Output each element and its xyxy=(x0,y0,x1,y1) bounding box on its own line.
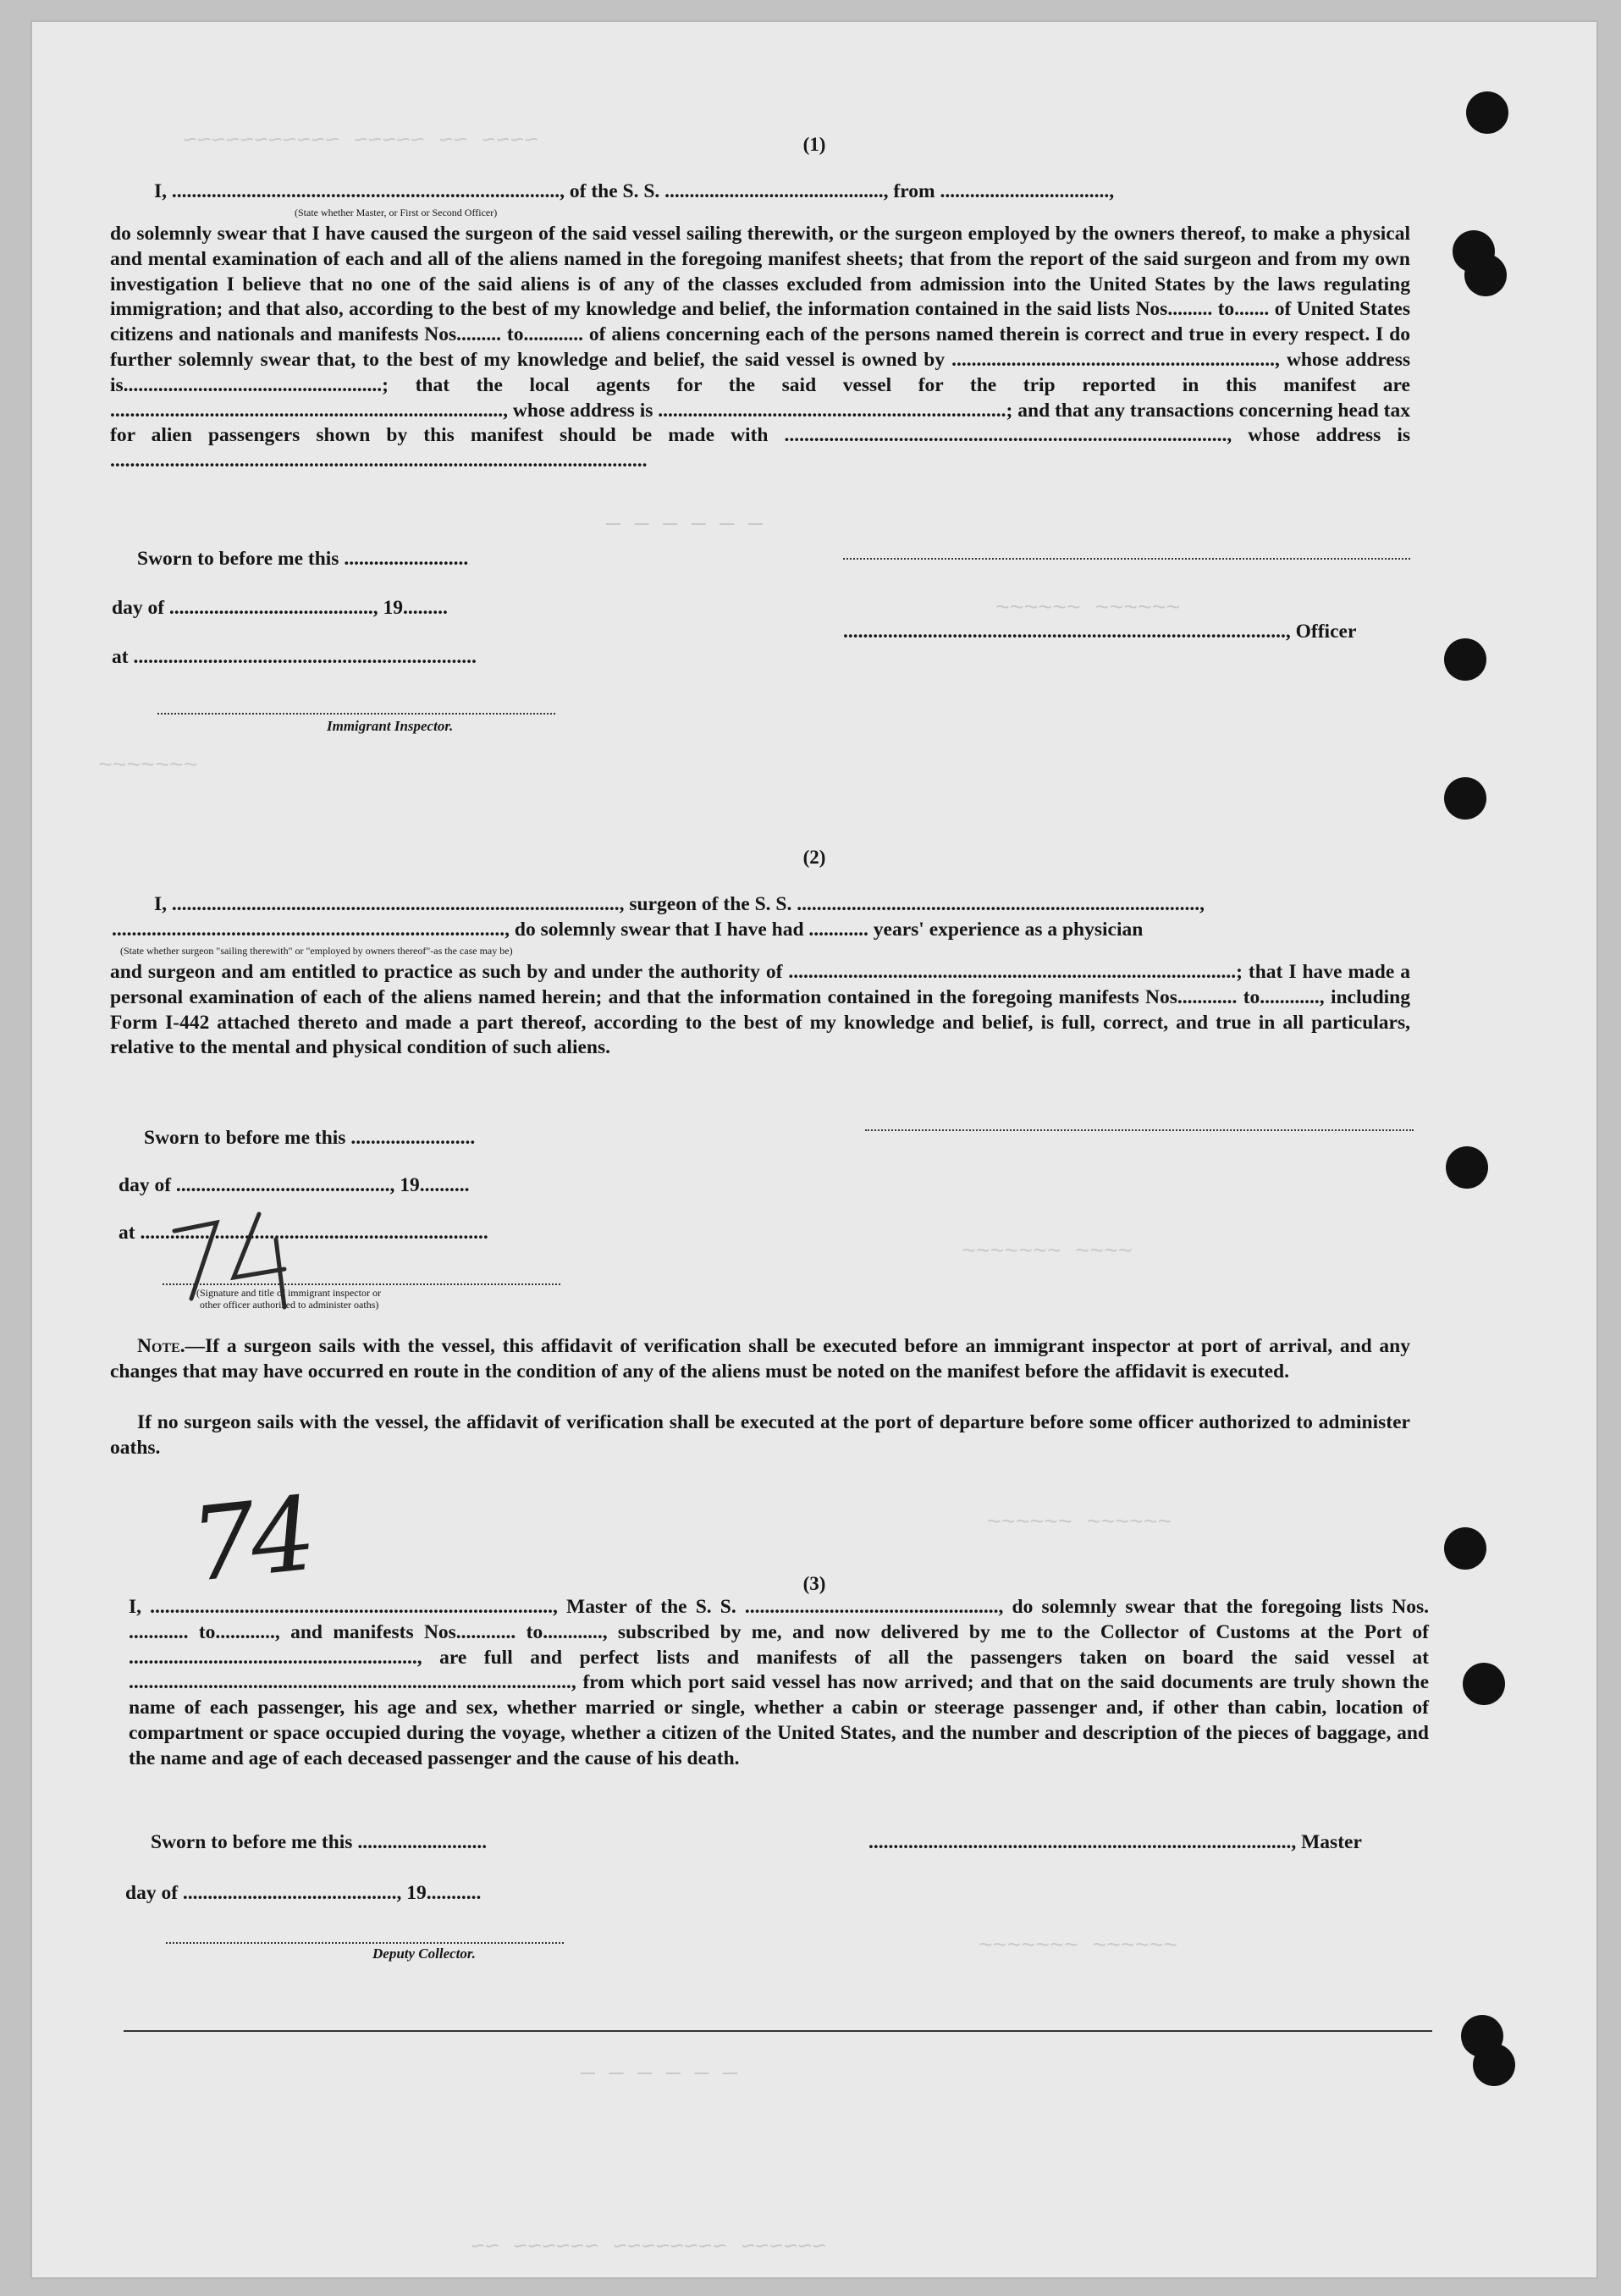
section-1-sworn-line: Sworn to before me this ......................... xyxy=(137,548,469,570)
deputy-collector-caption: Deputy Collector. xyxy=(372,1946,476,1962)
signature-line xyxy=(166,1942,564,1944)
signature-caption: (Signature and title of immigrant inspector or xyxy=(196,1287,381,1299)
section-2-sworn-line: Sworn to before me this ......................... xyxy=(144,1127,476,1149)
immigrant-inspector-caption: Immigrant Inspector. xyxy=(327,718,454,734)
punch-hole xyxy=(1444,1527,1486,1570)
note-label: Note. xyxy=(137,1335,185,1357)
handwritten-mark xyxy=(157,1197,310,1324)
bleed-through: — — — — — — xyxy=(606,511,763,538)
bleed-through: — — — — — — xyxy=(581,2061,737,2087)
section-1-opening-line: I, .............................................................................., of the S. S. ............................................, from .................................., xyxy=(154,180,1115,202)
bleed-through: ~~~~ ~~ ~~~~~ ~~~~~~~~~~~ xyxy=(183,129,539,155)
punch-hole xyxy=(1463,1663,1505,1705)
bleed-through: ~~~~~~~ xyxy=(98,753,198,780)
manifest-page xyxy=(30,20,1598,2279)
section-1-at-line: at ..................................................................... xyxy=(112,646,477,668)
section-3-master-line: ....................................................................................., Master xyxy=(868,1831,1362,1853)
section-2-opening-line: I, .........................................................................................., surgeon of the S. S. ................................................................................., xyxy=(154,893,1205,915)
section-1-officer-line: ........................................................................................., Officer xyxy=(843,621,1357,643)
punch-hole xyxy=(1473,2044,1515,2086)
signature-line xyxy=(865,1129,1414,1131)
section-3-oath-text: I, ................................................................................., Master of the S. S. ..................................................., do solemnly swear that the foregoing lists Nos. ............ to............, and manifests Nos............ to............, subscribed by me, and now delivered by me to the Collector of Customs at the Port of .........................................................., are full and perfect lists and manifests of all the passengers taken on board the said vessel at ........................................................................................., from which port said vessel has now arrived; and that on the said documents are truly shown the name of each passenger, his age and sex, whether married or single, whether a cabin or steerage passenger and, if other than cabin, location of compartment or space occupied during the voyage, whether a citizen of the United States, and the number and description of the pieces of baggage, and the name and age of each deceased passenger and the cause of his death. xyxy=(129,1596,1429,1769)
signature-caption: other officer authorized to administer oaths) xyxy=(200,1299,379,1311)
section-2-at-line: at ...................................................................... xyxy=(119,1222,488,1244)
section-2-day-line: day of ..........................................., 19.......... xyxy=(119,1174,470,1196)
section-1-officer-note: (State whether Master, or First or Second Officer) xyxy=(295,207,498,218)
section-2-oath-text: and surgeon and am entitled to practice as such by and under the authority of ..........................................................................................; that I have made a personal examination of each of the aliens named herein; and that the information contained in the foregoing manifests Nos............ to............, including Form I-442 attached thereto and made a part thereof, according to the best of my knowledge and belief, is full, correct, and true in all particulars, relative to the mental and physical condition of such aliens. xyxy=(110,961,1410,1059)
note-text: —If a surgeon sails with the vessel, this affidavit of verification shall be executed before an immigrant inspector at port of arrival, and any changes that may have occurred en route in the condition of any of the aliens must be noted on the manifest before the affidavit is executed. xyxy=(110,1335,1410,1383)
section-2-second-line: ..............................................................................., do solemnly swear that I have had ............ years' experience as a physician xyxy=(112,919,1144,941)
section-1-day-line: day of ........................................., 19......... xyxy=(112,597,448,619)
section-2-number: (2) xyxy=(802,847,826,868)
punch-hole xyxy=(1444,638,1486,681)
section-2-surgeon-note: (State whether surgeon "sailing therewith" or "employed by owners thereof"-as the case may be) xyxy=(120,945,513,957)
bleed-through: ~~~~~~ ~~~~~~~~ ~~~~~~ ~~ xyxy=(471,2235,827,2261)
handwritten-number: 74 xyxy=(185,1476,317,1605)
section-1-number: (1) xyxy=(802,134,826,155)
bleed-through: ~~~~~~~ ~~~~~~ xyxy=(979,1934,1178,1960)
punch-hole xyxy=(1446,1146,1488,1189)
bleed-through: ~~~~~~ ~~~~~~ xyxy=(987,1510,1172,1537)
section-1-oath-text: do solemnly swear that I have caused the surgeon of the said vessel sailing therewith, or the surgeon employed by the owners thereof, to make a physical and mental examination of each and all of the aliens named in the foregoing manifest sheets; that from the report of the said surgeon and from my own investigation I believe that no one of the said aliens is of any of the classes excluded from admission into the United States by the laws regulating immigration; and that also, according to the best of my knowledge and belief, the information contained in the said lists Nos......... to....... of United States citizens and nationals and manifests Nos......... to............ of aliens concerning each of the persons named therein is correct and true in every respect. I do further solemnly swear that, to the best of my knowledge and belief, the said vessel is owned by ................................................................., whose address is....................................................; that the local agents for the said vessel for the trip reported in this manifest are ..............................................................................., whose address is ......................................................................; and that any transactions concerning head tax for alien passengers shown by this manifest should be made with ........................................................................................., whose address is ............................................................................................................ xyxy=(110,223,1410,472)
section-3-sworn-line: Sworn to before me this .......................... xyxy=(151,1831,488,1853)
section-3-day-line: day of ..........................................., 19........... xyxy=(125,1882,482,1904)
punch-hole xyxy=(1444,777,1486,820)
section-2-note-paragraph xyxy=(110,1334,1410,1385)
signature-line xyxy=(843,558,1410,560)
bottom-rule xyxy=(124,2030,1432,2032)
signature-line xyxy=(157,713,555,715)
punch-hole xyxy=(1464,254,1507,296)
punch-hole xyxy=(1466,91,1508,134)
section-3-number: (3) xyxy=(802,1573,826,1594)
note-text-2: If no surgeon sails with the vessel, the affidavit of verification shall be executed at the port of departure before some officer authorized to administer oaths. xyxy=(110,1411,1410,1459)
section-2-note-paragraph-2 xyxy=(110,1410,1410,1461)
bleed-through: ~~~~~~ ~~~~~~ xyxy=(995,596,1181,622)
bleed-through: ~~~~~~~ ~~~~ xyxy=(962,1239,1133,1266)
